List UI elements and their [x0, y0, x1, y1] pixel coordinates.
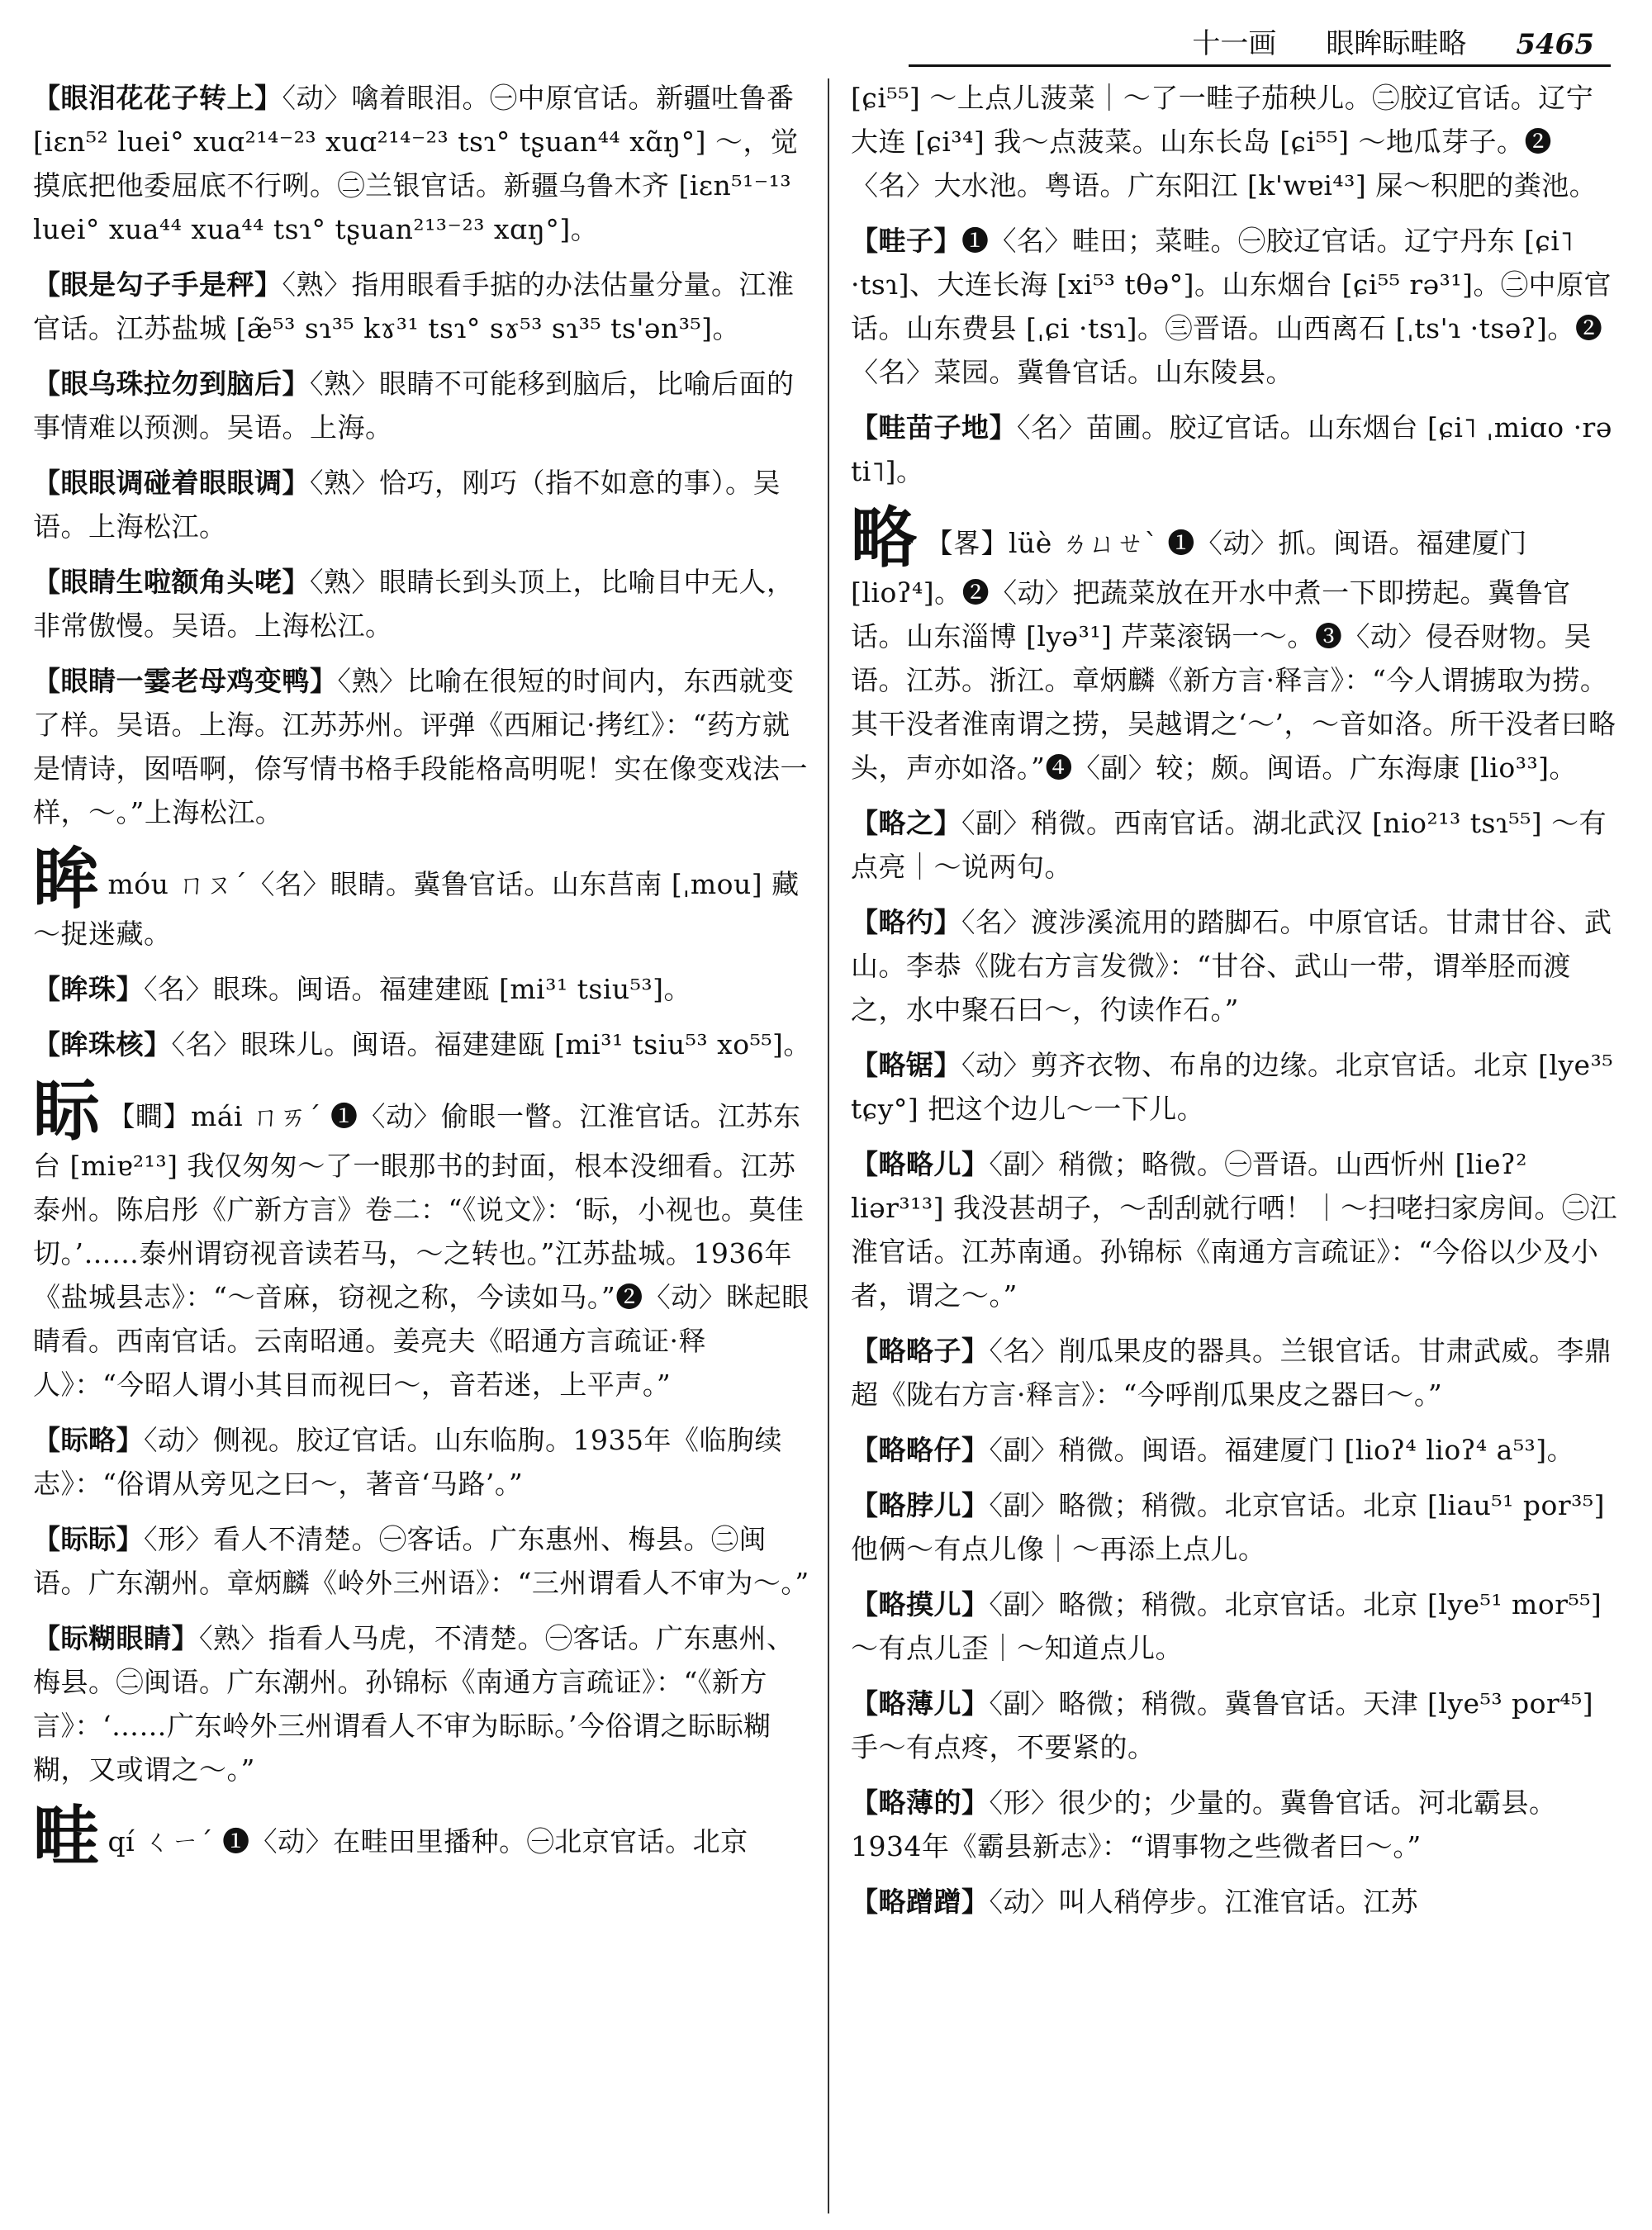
entry-text: [ɕi⁵⁵] ～上点儿菠菜｜～了一畦子茄秧儿。㊁胶辽官话。辽宁大连 [ɕi³⁴] 我～点菠菜。山东长岛 [ɕi⁵⁵] ～地瓜芽子。❷〈名〉大水池。粤语。广东阳江 [k'wɐi⁴³] 屎～积肥的粪池。 [851, 82, 1597, 202]
entry-text: 〈熟〉指看人马虎，不清楚。㊀客话。广东惠州、梅县。㊁闽语。广东潮州。孙锦标《南通方言疏证》：“《新方言》：‘……广东岭外三州谓看人不审为眎眎。’今俗谓之眎眎糊糊，又或谓之～。” [33, 1622, 795, 1786]
entry-text: 〈副〉稍微。闽语。福建厦门 [lioʔ⁴ lioʔ⁴ a⁵³]。 [989, 1434, 1575, 1466]
entry [851, 900, 1619, 1032]
entry-text: 〈动〉侧视。胶辽官话。山东临朐。1935年《临朐续志》：“俗谓从旁见之曰～，著音‘马路’。” [33, 1424, 782, 1500]
entry [33, 1616, 814, 1791]
char-entry [33, 1797, 814, 1875]
entry [33, 1022, 814, 1066]
entry-text: 〈熟〉指用眼看手掂的办法估量分量。江淮官话。江苏盐城 [æ̃⁵³ sɿ³⁵ kɤ³¹ tsɿ° sɤ⁵³ sɿ³⁵ ts'ən³⁵]。 [33, 268, 795, 344]
entry [851, 1682, 1619, 1769]
entry-headword: 【眼眼调碰着眼眼调】 [33, 467, 310, 499]
entry-text: 〈名〉眼珠。闽语。福建建瓯 [mi³¹ tsiu⁵³]。 [144, 973, 691, 1005]
head-character: 略 [851, 499, 918, 576]
entry [851, 76, 1619, 207]
left-column [33, 76, 814, 2213]
entry-text: 【畧】lüè ㄌㄩㄝˋ ❶〈动〉抓。闽语。福建厦门 [lioʔ⁴]。❷〈动〉把蔬菜放在开水中煮一下即捞起。冀鲁官话。山东淄博 [lyə³¹] 芹菜滚锅一～。❸〈动〉侵吞财物。吴语。江苏。浙江。章炳麟《新方言·释言》：“今人谓掳取为捞。其干没者淮南谓之捞，吴越谓之‘～’，～音如洛。所干没者曰略头，声亦如洛。”❹〈副〉较；颇。闽语。广东海康 [lio³³]。 [851, 527, 1616, 784]
entry-text: 〈熟〉眼睛长到头顶上，比喻目中无人，非常傲慢。吴语。上海松江。 [33, 566, 795, 642]
entry-headword: 【略脖儿】 [851, 1489, 990, 1521]
entry-text: 〈名〉眼珠儿。闽语。福建建瓯 [mi³¹ tsiu⁵³ xo⁵⁵]。 [171, 1028, 811, 1060]
page-header [826, 15, 1594, 61]
entry-headword: 【眼是勾子手是秤】 [33, 268, 282, 301]
entry-headword: 【略略儿】 [851, 1148, 990, 1180]
entry-text: 〈副〉略微；稍微。北京官话。北京 [liau⁵¹ por³⁵] 他俩～有点儿像｜～再添上点儿。 [851, 1489, 1605, 1565]
page-number: 5465 [1516, 28, 1594, 61]
entry-text: 〈熟〉比喻在很短的时间内，东西就变了样。吴语。上海。江苏苏州。评弹《西厢记·拷红》：“药方就是情诗，囡唔啊，倷写情书格手段能格高明呢！实在像变戏法一样，～。”上海松江。 [33, 665, 808, 828]
entry-headword: 【略摸儿】 [851, 1588, 990, 1620]
entry-headword: 【略略子】 [851, 1335, 990, 1367]
entry-headword: 【眼乌珠拉勿到脑后】 [33, 368, 310, 400]
entry-text: 〈动〉噙着眼泪。㊀中原官话。新疆吐鲁番 [iɛn⁵² luei° xuɑ²¹⁴⁻²³ xuɑ²¹⁴⁻²³ tsɿ° tʂuan⁴⁴ xɑ̃ŋ°] ～，觉摸底把他委屈底不行咧。㊁兰银官话。新疆乌鲁木齐 [iɛn⁵¹⁻¹³ luei° xua⁴⁴ xua⁴⁴ tsɿ° tʂuan²¹³⁻²³ xɑŋ°]。 [33, 82, 799, 245]
entry [851, 1781, 1619, 1868]
char-entry [33, 1072, 814, 1407]
entry-headword: 【眸珠】 [33, 973, 144, 1005]
entry [33, 1517, 814, 1605]
entry-text: 〈熟〉恰巧，刚巧（指不如意的事）。吴语。上海松江。 [33, 467, 781, 543]
entry [851, 1880, 1619, 1924]
entry-headword: 【眼睛生啦额角头咾】 [33, 566, 310, 598]
column-divider [828, 78, 829, 2213]
header-chars: 眼眸眎畦略 [1326, 27, 1467, 60]
entry [851, 1483, 1619, 1571]
entry [33, 1418, 814, 1506]
entry-text: 〈动〉叫人稍停步。江淮官话。江苏 [989, 1886, 1418, 1918]
entry [33, 461, 814, 548]
entry-headword: 【眎眎】 [33, 1523, 144, 1555]
entry-text: 〈副〉略微；稍微。北京官话。北京 [lye⁵¹ mor⁵⁵] ～有点儿歪｜～知道点儿。 [851, 1588, 1602, 1664]
entry-headword: 【眎略】 [33, 1424, 144, 1456]
entry-headword: 【略薄儿】 [851, 1687, 990, 1720]
entry-text: ❶〈名〉畦田；菜畦。㊀胶辽官话。辽宁丹东 [ɕi˥ ·tsɿ]、大连长海 [xi⁵³ tθə°]。山东烟台 [ɕi⁵⁵ rə³¹]。㊁中原官话。山东费县 [ˌɕi ·tsɿ]。㊂晋语。山西离石 [ˌts'ɿ ·tsəʔ]。❷〈名〉菜园。冀鲁官话。山东陵县。 [851, 225, 1612, 388]
entry [33, 967, 814, 1011]
entry-headword: 【眼睛一霎老母鸡变鸭】 [33, 665, 338, 697]
entry-text: 〈形〉很少的；少量的。冀鲁官话。河北霸县。1934年《霸县新志》：“谓事物之些微者曰～。” [851, 1786, 1557, 1862]
head-character: 畦 [33, 1797, 100, 1875]
entry [33, 560, 814, 648]
header-section: 十一画 [1192, 27, 1277, 60]
entry-headword: 【略薄的】 [851, 1786, 990, 1819]
entry-text: 〈副〉稍微；略微。㊀晋语。山西忻州 [lieʔ² liər³¹³] 我没甚胡子，～刮刮就行哂！｜～扫咾扫家房间。㊁江淮官话。江苏南通。孙锦标《南通方言疏证》：“今俗以少及小者，谓之～。” [851, 1148, 1617, 1312]
entry [33, 362, 814, 449]
char-entry [851, 499, 1619, 790]
head-character: 眸 [33, 840, 100, 918]
entry-headword: 【略之】 [851, 807, 961, 839]
entry-text: 〈形〉看人不清楚。㊀客话。广东惠州、梅县。㊁闽语。广东潮州。章炳麟《岭外三州语》：“三州谓看人不审为～。” [33, 1523, 809, 1599]
entry-headword: 【畦子】 [851, 225, 961, 257]
entry [851, 1428, 1619, 1472]
entry [851, 1582, 1619, 1670]
entry-text: 〈名〉削瓜果皮的器具。兰银官话。甘肃武威。李鼎超《陇右方言·释言》：“今呼削瓜果皮之器曰～。” [851, 1335, 1612, 1411]
right-column [851, 76, 1619, 2213]
entry-headword: 【略锯】 [851, 1049, 961, 1081]
entry-text: 〈动〉剪齐衣物、布帛的边缘。北京官话。北京 [lye³⁵ tɕy°] 把这个边儿～一下儿。 [851, 1049, 1614, 1125]
entry-headword: 【略略仔】 [851, 1434, 990, 1466]
entry-headword: 【畦苗子地】 [851, 411, 1017, 444]
entry-text: 〈副〉稍微。西南官话。湖北武汉 [nio²¹³ tsɿ⁵⁵] ～有点亮｜～说两句。 [851, 807, 1607, 883]
head-character: 眎 [33, 1072, 100, 1150]
entry [851, 1329, 1619, 1416]
entry-headword: 【略蹭蹭】 [851, 1886, 990, 1918]
entry [851, 1043, 1619, 1131]
entry-headword: 【略彴】 [851, 906, 961, 938]
entry-text: 〈副〉略微；稍微。冀鲁官话。天津 [lye⁵³ por⁴⁵] 手～有点疼，不要紧的。 [851, 1687, 1594, 1763]
entry [851, 406, 1619, 493]
char-entry [33, 840, 814, 956]
entry-headword: 【眸珠核】 [33, 1028, 172, 1060]
entry [851, 219, 1619, 394]
entry-headword: 【眎糊眼睛】 [33, 1622, 199, 1654]
entry-headword: 【眼泪花花子转上】 [33, 82, 282, 114]
entry-text: 〈名〉渡涉溪流用的踏脚石。中原官话。甘肃甘谷、武山。李恭《陇右方言发微》：“甘谷、武山一带，谓举胫而渡之，水中聚石曰～，彴读作石。” [851, 906, 1612, 1026]
entry [33, 659, 814, 834]
entry-text: 〈熟〉眼睛不可能移到脑后，比喻后面的事情难以预测。吴语。上海。 [33, 368, 795, 444]
entry [851, 1142, 1619, 1317]
entry-text: qí ㄑㄧˊ ❶〈动〉在畦田里播种。㊀北京官话。北京 [107, 1825, 748, 1858]
entry [33, 76, 814, 251]
entry-text: 〈名〉苗圃。胶辽官话。山东烟台 [ɕi˥ ˌmiɑo ·rə ti˥]。 [851, 411, 1612, 487]
entry-text: móu ㄇㄡˊ〈名〉眼睛。冀鲁官话。山东莒南 [ˌmou] 藏～捉迷藏。 [33, 868, 800, 950]
entry [851, 801, 1619, 889]
entry [33, 263, 814, 350]
entry-text: 【瞷】mái ㄇㄞˊ ❶〈动〉偷眼一瞥。江淮官话。江苏东台 [miɐ²¹³] 我仅匆匆～了一眼那书的封面，根本没细看。江苏泰州。陈启彤《广新方言》卷二：“《说文》：‘眎，小视也。莫佳切。’……泰州谓窃视音读若马，～之转也。”江苏盐城。1936年《盐城县志》：“～音麻，窃视之称，今读如马。”❷〈动〉眯起眼睛看。西南官话。云南昭通。姜亮夫《昭通方言疏证·释人》：“今昭人谓小其目而视曰～，音若迷，上平声。” [33, 1100, 809, 1401]
header-rule [909, 64, 1611, 67]
